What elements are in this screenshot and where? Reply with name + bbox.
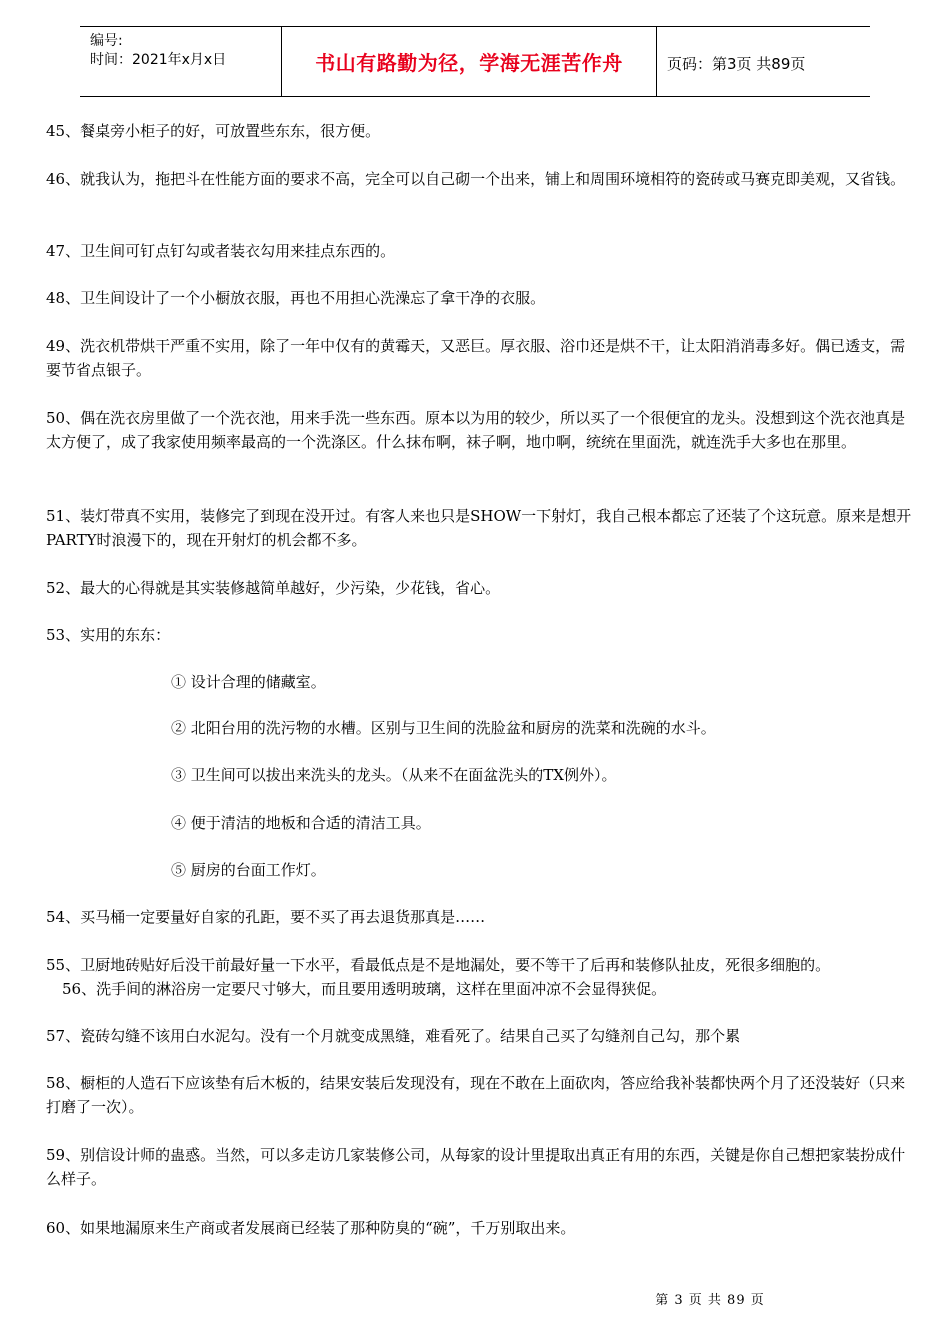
header-page-number: 页码：第3页 共89页 [667, 55, 806, 73]
list-item: 48、卫生间设计了一个小橱放衣服，再也不用担心洗澡忘了拿干净的衣服。 [46, 289, 546, 307]
list-item: 55、卫厨地砖贴好后没干前最好量一下水平，看最低点是不是地漏处，要不等干了后再和装修队扯皮，死很多细胞的。 [46, 956, 831, 974]
header-motto: 书山有路勤为径，学海无涯苦作舟 [315, 51, 623, 75]
header-page-cell [657, 27, 870, 96]
list-item: 50、偶在洗衣房里做了一个洗衣池，用来手洗一些东西。原本以为用的较少，所以买了一个很便宜的龙头。没想到这个洗衣池真是太方便了，成了我家使用频率最高的一个洗涤区。什么抹布啊，袜子啊，地巾啊，统统在里面洗，就连洗手大多也在那里。 [46, 409, 906, 451]
header-motto-cell [281, 27, 657, 96]
list-item: 60、如果地漏原来生产商或者发展商已经装了那种防臭的“碗”，千万别取出来。 [46, 1219, 576, 1237]
document-time-label: 时间：2021年x月x日 [90, 52, 227, 68]
footer-page-number: 第 3 页 共 89 页 [655, 1293, 765, 1308]
list-item: 59、别信设计师的蛊惑。当然，可以多走访几家装修公司，从每家的设计里提取出真正有用的东西，关键是你自己想把家装扮成什么样子。 [46, 1146, 906, 1188]
list-item: 58、橱柜的人造石下应该垫有后木板的，结果安装后发现没有，现在不敢在上面砍肉，答应给我补装都快两个月了还没装好（只来打磨了一次）。 [46, 1074, 906, 1116]
list-item: 53、实用的东东： [46, 626, 171, 644]
list-item: 45、餐桌旁小柜子的好，可放置些东东，很方便。 [46, 122, 381, 140]
sub-list-item: ④ 便于清洁的地板和合适的清洁工具。 [171, 814, 431, 832]
document-number-label: 编号: [90, 33, 123, 49]
list-item: 46、就我认为，拖把斗在性能方面的要求不高，完全可以自己砌一个出来，铺上和周围环境相符的瓷砖或马赛克即美观，又省钱。 [46, 170, 906, 188]
sub-list-item: ② 北阳台用的洗污物的水槽。区别与卫生间的洗脸盆和厨房的洗菜和洗碗的水斗。 [171, 719, 716, 737]
list-item: 52、最大的心得就是其实装修越简单越好，少污染，少花钱，省心。 [46, 579, 501, 597]
list-item: 56、洗手间的淋浴房一定要尺寸够大，而且要用透明玻璃，这样在里面冲凉不会显得狭促。 [62, 980, 667, 998]
list-item: 57、瓷砖勾缝不该用白水泥勾。没有一个月就变成黑缝，难看死了。结果自己买了勾缝剂自己勾，那个累 [46, 1027, 741, 1045]
list-item: 51、装灯带真不实用，装修完了到现在没开过。有客人来也只是SHOW一下射灯，我自己根本都忘了还装了个这玩意。原来是想开PARTY时浪漫下的，现在开射灯的机会都不多。 [46, 507, 912, 549]
sub-list-item: ③ 卫生间可以拔出来洗头的龙头。（从来不在面盆洗头的TX例外）。 [171, 766, 617, 784]
list-item: 47、卫生间可钉点钉勾或者装衣勾用来挂点东西的。 [46, 242, 396, 260]
header-meta-cell [80, 27, 281, 96]
list-item: 54、买马桶一定要量好自家的孔距，要不买了再去退货那真是…… [46, 908, 486, 926]
header-table [80, 26, 870, 97]
list-item: 49、洗衣机带烘干严重不实用，除了一年中仅有的黄霉天，又恶巨。厚衣服、浴巾还是烘不干，让太阳消消毒多好。偶已透支，需要节省点银子。 [46, 337, 906, 379]
sub-list-item: ⑤ 厨房的台面工作灯。 [171, 861, 326, 879]
page-footer [0, 1289, 950, 1308]
sub-list-item: ① 设计合理的储藏室。 [171, 673, 326, 691]
